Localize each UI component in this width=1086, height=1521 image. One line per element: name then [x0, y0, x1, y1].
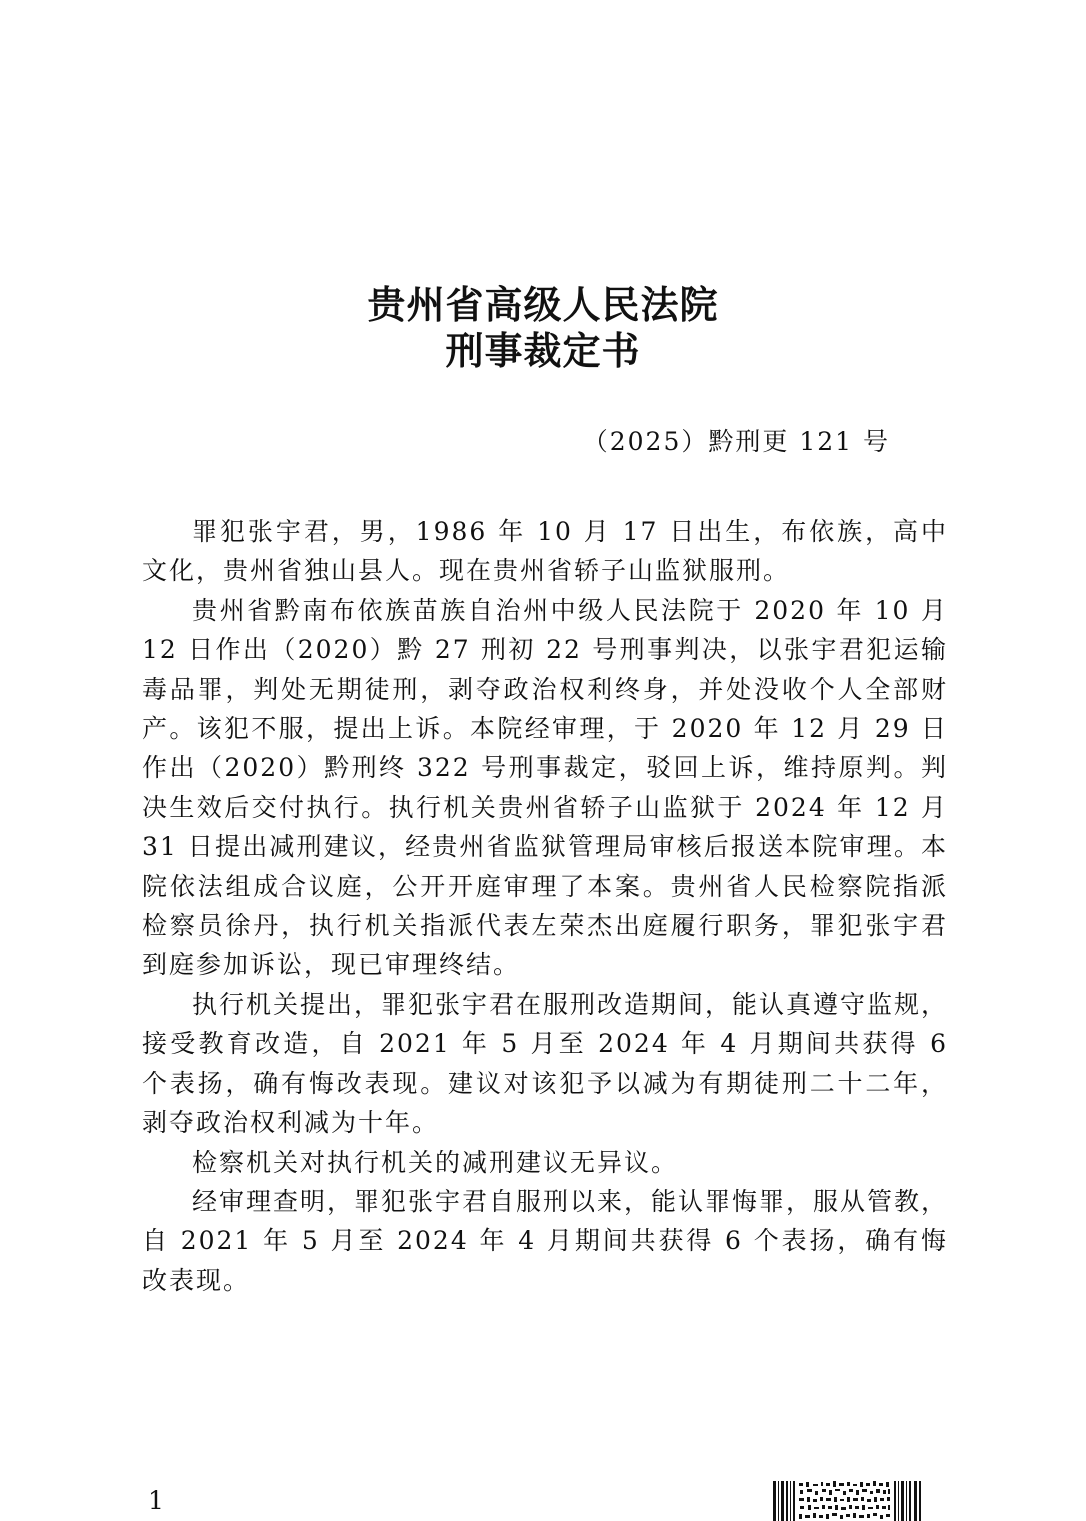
- paragraph-findings: 经审理查明，罪犯张宇君自服刑以来，能认罪悔罪，服从管教，自 2021 年 5 月至 2024 年 4 月期间共获得 6 个表扬，确有悔改表现。: [142, 1186, 949, 1295]
- document-type-title: 刑事裁定书: [445, 328, 641, 373]
- case-number: （2025）黔刑更 121 号: [582, 427, 890, 456]
- paragraph-defendant-info: 罪犯张宇君，男，1986 年 10 月 17 日出生，布依族，高中文化，贵州省独山县人。现在贵州省轿子山监狱服刑。: [142, 517, 948, 586]
- paragraph-procuratorate-opinion: 检察机关对执行机关的减刑建议无异议。: [192, 1147, 679, 1177]
- paragraph-execution-proposal: 执行机关提出，罪犯张宇君在服刑改造期间，能认真遵守监规，接受教育改造，自 2021 年 5 月至 2024 年 4 月期间共获得 6 个表扬，确有悔改表现。建议对该犯予以减为有期徒刑二十二年，剥夺政治权利减为十年。: [142, 989, 949, 1138]
- page-number: 1: [148, 1486, 164, 1515]
- barcode-icon: [773, 1481, 921, 1521]
- document-body: [142, 512, 948, 1300]
- court-name: 贵州省高级人民法院: [367, 282, 719, 327]
- paragraph-case-history: 贵州省黔南布依族苗族自治州中级人民法院于 2020 年 10 月 12 日作出（2020）黔 27 刑初 22 号刑事判决，以张宇君犯运输毒品罪，判处无期徒刑，剥夺政治权利终身，并处没收个人全部财产。该犯不服，提出上诉。本院经审理，于 2020 年 12 月 29 日作出（2020）黔刑终 322 号刑事裁定，驳回上诉，维持原判。判决生效后交付执行。执行机关贵州省轿子山监狱于 2024 年 12 月 31 日提出减刑建议，经贵州省监狱管理局审核后报送本院审理。本院依法组成合议庭，公开开庭审理了本案。贵州省人民检察院指派检察员徐丹，执行机关指派代表左荣杰出庭履行职务，罪犯张宇君到庭参加诉讼，现已审理终结。: [142, 595, 948, 980]
